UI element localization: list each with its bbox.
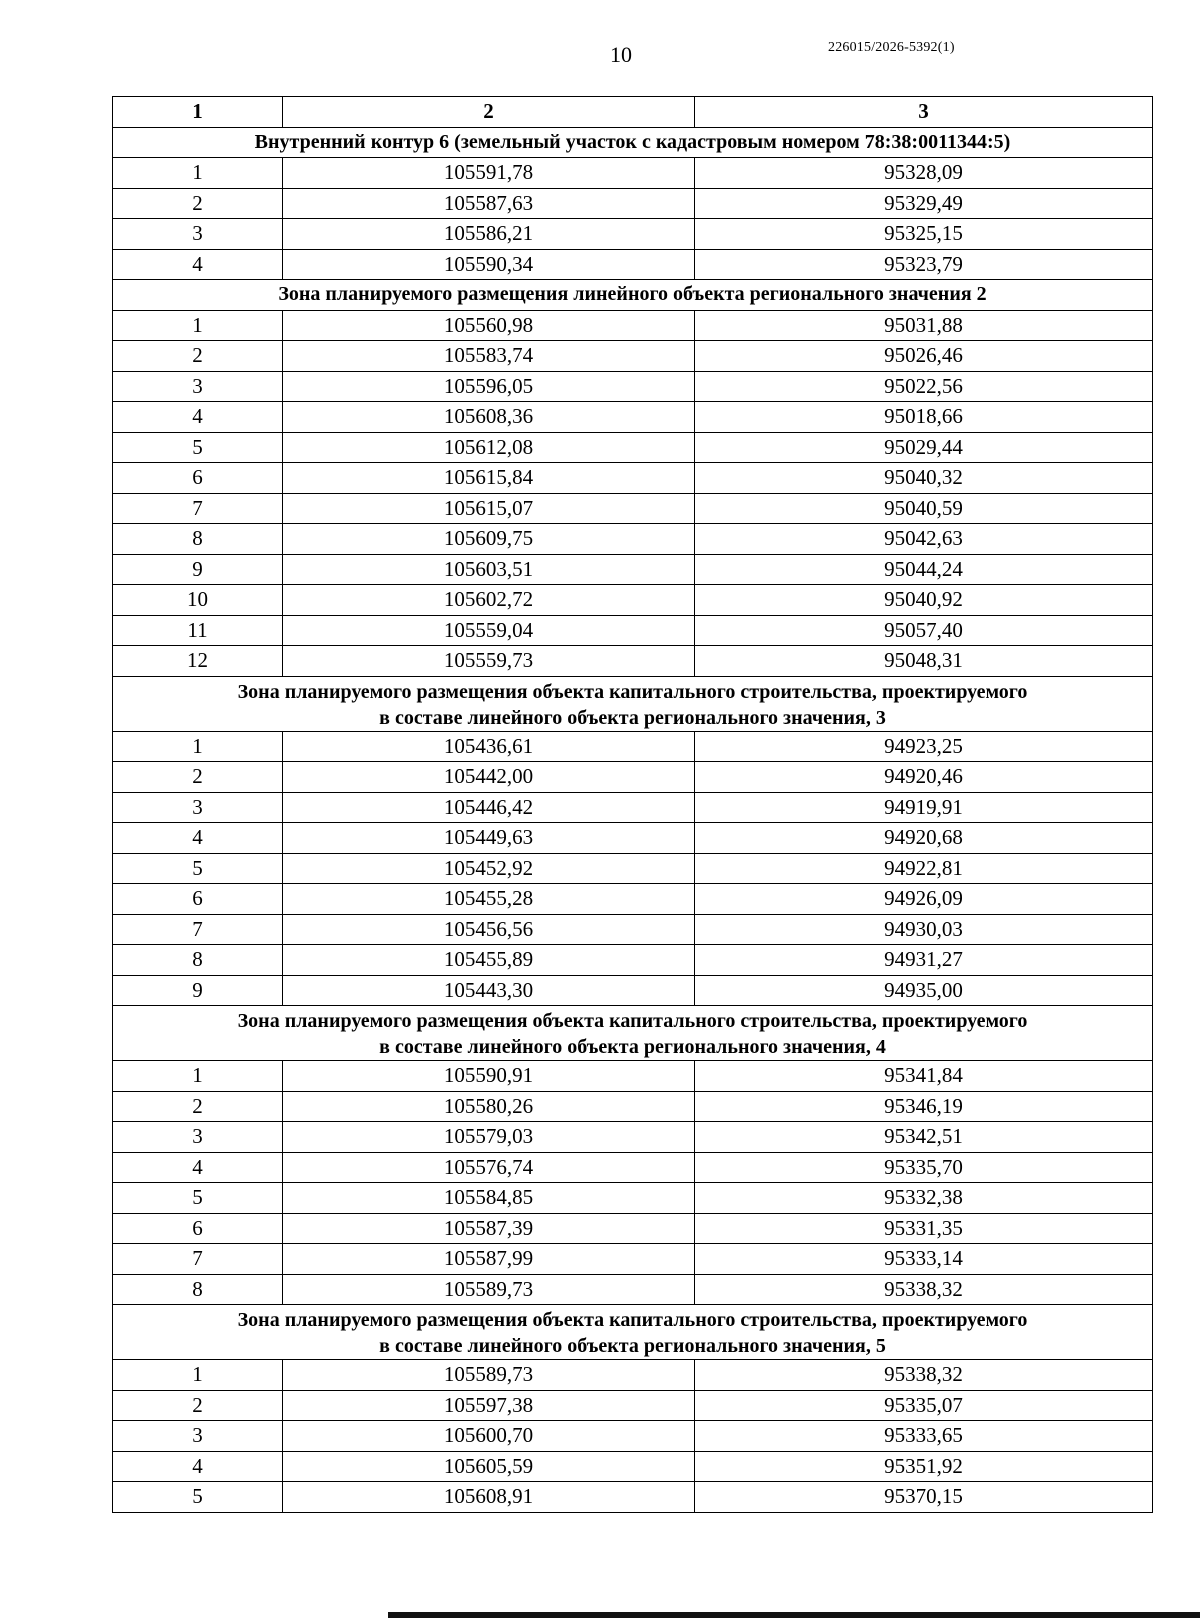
section-title-line: Зона планируемого размещения объекта капитального строительства, проектируемого [237, 1309, 1028, 1331]
scan-edge-bar [388, 1612, 1200, 1618]
y-coordinate-cell: 94923,25 [695, 731, 1153, 762]
y-coordinate-cell: 94920,46 [695, 762, 1153, 793]
point-number-cell: 7 [113, 493, 283, 524]
table-row [113, 524, 1153, 555]
y-coordinate-cell: 95057,40 [695, 615, 1153, 646]
x-coordinate-cell: 105559,73 [283, 646, 695, 677]
y-coordinate-cell: 95026,46 [695, 341, 1153, 372]
section-title-row [113, 1305, 1153, 1360]
x-coordinate-cell: 105583,74 [283, 341, 695, 372]
point-number-cell: 5 [113, 853, 283, 884]
y-coordinate-cell: 95040,92 [695, 585, 1153, 616]
point-number-cell: 12 [113, 646, 283, 677]
x-coordinate-cell: 105596,05 [283, 371, 695, 402]
section-title-line: Зона планируемого размещения объекта капитального строительства, проектируемого [237, 680, 1028, 703]
x-coordinate-cell: 105615,07 [283, 493, 695, 524]
table-row [113, 585, 1153, 616]
point-number-cell: 1 [113, 158, 283, 189]
point-number-cell: 7 [113, 1244, 283, 1275]
point-number-cell: 7 [113, 914, 283, 945]
point-number-cell: 3 [113, 371, 283, 402]
y-coordinate-cell: 95040,32 [695, 463, 1153, 494]
section-title-line: в составе линейного объекта регионального значения, 5 [379, 1335, 886, 1357]
y-coordinate-cell: 94926,09 [695, 884, 1153, 915]
x-coordinate-cell: 105449,63 [283, 823, 695, 854]
point-number-cell: 3 [113, 1122, 283, 1153]
x-coordinate-cell: 105615,84 [283, 463, 695, 494]
point-number-cell: 3 [113, 219, 283, 250]
y-coordinate-cell: 94930,03 [695, 914, 1153, 945]
table-row [113, 1152, 1153, 1183]
x-coordinate-cell: 105452,92 [283, 853, 695, 884]
x-coordinate-cell: 105587,99 [283, 1244, 695, 1275]
x-coordinate-cell: 105590,91 [283, 1061, 695, 1092]
point-number-cell: 8 [113, 945, 283, 976]
table-row [113, 341, 1153, 372]
y-coordinate-cell: 95325,15 [695, 219, 1153, 250]
y-coordinate-cell: 95331,35 [695, 1213, 1153, 1244]
section-title-line: в составе линейного объекта регионального значения, 3 [379, 706, 886, 729]
x-coordinate-cell: 105603,51 [283, 554, 695, 585]
section-title [113, 1006, 1153, 1061]
y-coordinate-cell: 95346,19 [695, 1091, 1153, 1122]
table-row [113, 1213, 1153, 1244]
x-coordinate-cell: 105579,03 [283, 1122, 695, 1153]
table-row [113, 945, 1153, 976]
section-title-line: в составе линейного объекта регионального значения, 4 [379, 1036, 886, 1058]
table-row [113, 792, 1153, 823]
table-row [113, 1360, 1153, 1391]
x-coordinate-cell: 105443,30 [283, 975, 695, 1006]
point-number-cell: 1 [113, 1360, 283, 1391]
x-coordinate-cell: 105455,89 [283, 945, 695, 976]
table-row [113, 884, 1153, 915]
table-row [113, 1061, 1153, 1092]
page-number: 10 [610, 42, 632, 67]
x-coordinate-cell: 105608,36 [283, 402, 695, 433]
y-coordinate-cell: 94922,81 [695, 853, 1153, 884]
table-row [113, 1244, 1153, 1275]
y-coordinate-cell: 95042,63 [695, 524, 1153, 555]
y-coordinate-cell: 95018,66 [695, 402, 1153, 433]
y-coordinate-cell: 95048,31 [695, 646, 1153, 677]
x-coordinate-cell: 105560,98 [283, 310, 695, 341]
x-coordinate-cell: 105584,85 [283, 1183, 695, 1214]
point-number-cell: 4 [113, 1451, 283, 1482]
point-number-cell: 2 [113, 341, 283, 372]
section-title [113, 676, 1153, 731]
point-number-cell: 6 [113, 1213, 283, 1244]
header-cell-1: 1 [113, 97, 283, 128]
x-coordinate-cell: 105605,59 [283, 1451, 695, 1482]
point-number-cell: 1 [113, 1061, 283, 1092]
y-coordinate-cell: 94919,91 [695, 792, 1153, 823]
y-coordinate-cell: 95328,09 [695, 158, 1153, 189]
point-number-cell: 4 [113, 823, 283, 854]
x-coordinate-cell: 105602,72 [283, 585, 695, 616]
point-number-cell: 8 [113, 1274, 283, 1305]
table-row [113, 731, 1153, 762]
x-coordinate-cell: 105446,42 [283, 792, 695, 823]
table-row [113, 432, 1153, 463]
table-row [113, 853, 1153, 884]
x-coordinate-cell: 105587,39 [283, 1213, 695, 1244]
section-title [113, 280, 1153, 311]
y-coordinate-cell: 95044,24 [695, 554, 1153, 585]
point-number-cell: 4 [113, 249, 283, 280]
table-row [113, 1274, 1153, 1305]
x-coordinate-cell: 105576,74 [283, 1152, 695, 1183]
section-title-row [113, 1006, 1153, 1061]
x-coordinate-cell: 105608,91 [283, 1482, 695, 1513]
table-row [113, 402, 1153, 433]
y-coordinate-cell: 95031,88 [695, 310, 1153, 341]
table-row [113, 1122, 1153, 1153]
table-row [113, 310, 1153, 341]
point-number-cell: 3 [113, 792, 283, 823]
table-row [113, 1183, 1153, 1214]
x-coordinate-cell: 105442,00 [283, 762, 695, 793]
y-coordinate-cell: 94931,27 [695, 945, 1153, 976]
point-number-cell: 2 [113, 762, 283, 793]
x-coordinate-cell: 105591,78 [283, 158, 695, 189]
section-title-row [113, 676, 1153, 731]
y-coordinate-cell: 95332,38 [695, 1183, 1153, 1214]
point-number-cell: 1 [113, 731, 283, 762]
table-row [113, 975, 1153, 1006]
table-row [113, 1390, 1153, 1421]
table-row [113, 249, 1153, 280]
x-coordinate-cell: 105586,21 [283, 219, 695, 250]
table-row [113, 371, 1153, 402]
point-number-cell: 5 [113, 432, 283, 463]
x-coordinate-cell: 105455,28 [283, 884, 695, 915]
point-number-cell: 5 [113, 1482, 283, 1513]
y-coordinate-cell: 95333,14 [695, 1244, 1153, 1275]
section-title-row [113, 280, 1153, 311]
point-number-cell: 6 [113, 884, 283, 915]
y-coordinate-cell: 95351,92 [695, 1451, 1153, 1482]
table-row [113, 188, 1153, 219]
point-number-cell: 11 [113, 615, 283, 646]
point-number-cell: 2 [113, 1390, 283, 1421]
x-coordinate-cell: 105580,26 [283, 1091, 695, 1122]
y-coordinate-cell: 94920,68 [695, 823, 1153, 854]
point-number-cell: 6 [113, 463, 283, 494]
x-coordinate-cell: 105587,63 [283, 188, 695, 219]
coordinates-table-body [113, 97, 1153, 1513]
point-number-cell: 10 [113, 585, 283, 616]
document-number: 226015/2026-5392(1) [828, 40, 955, 55]
section-title-line: Внутренний контур 6 (земельный участок с кадастровым номером 78:38:0011344:5) [254, 130, 1011, 153]
x-coordinate-cell: 105597,38 [283, 1390, 695, 1421]
table-row [113, 762, 1153, 793]
table-row [113, 823, 1153, 854]
y-coordinate-cell: 95338,32 [695, 1360, 1153, 1391]
table-row [113, 463, 1153, 494]
header-cell-3: 3 [695, 97, 1153, 128]
y-coordinate-cell: 95341,84 [695, 1061, 1153, 1092]
point-number-cell: 1 [113, 310, 283, 341]
point-number-cell: 5 [113, 1183, 283, 1214]
table-row [113, 1091, 1153, 1122]
table-row [113, 914, 1153, 945]
y-coordinate-cell: 95335,07 [695, 1390, 1153, 1421]
point-number-cell: 9 [113, 975, 283, 1006]
y-coordinate-cell: 95342,51 [695, 1122, 1153, 1153]
table-row [113, 158, 1153, 189]
point-number-cell: 4 [113, 402, 283, 433]
section-title [113, 127, 1153, 158]
section-title-row [113, 127, 1153, 158]
point-number-cell: 9 [113, 554, 283, 585]
section-title-line: Зона планируемого размещения объекта капитального строительства, проектируемого [237, 1010, 1028, 1032]
y-coordinate-cell: 94935,00 [695, 975, 1153, 1006]
x-coordinate-cell: 105589,73 [283, 1360, 695, 1391]
x-coordinate-cell: 105612,08 [283, 432, 695, 463]
table-row [113, 1421, 1153, 1452]
table-row [113, 219, 1153, 250]
table-row [113, 1482, 1153, 1513]
point-number-cell: 8 [113, 524, 283, 555]
y-coordinate-cell: 95029,44 [695, 432, 1153, 463]
header-cell-2: 2 [283, 97, 695, 128]
y-coordinate-cell: 95338,32 [695, 1274, 1153, 1305]
coordinates-table [112, 96, 1153, 1513]
coordinates-table-container [112, 96, 1152, 1513]
y-coordinate-cell: 95022,56 [695, 371, 1153, 402]
x-coordinate-cell: 105436,61 [283, 731, 695, 762]
y-coordinate-cell: 95329,49 [695, 188, 1153, 219]
table-header-row [113, 97, 1153, 128]
y-coordinate-cell: 95333,65 [695, 1421, 1153, 1452]
point-number-cell: 2 [113, 1091, 283, 1122]
table-row [113, 646, 1153, 677]
table-row [113, 493, 1153, 524]
table-row [113, 1451, 1153, 1482]
x-coordinate-cell: 105590,34 [283, 249, 695, 280]
point-number-cell: 3 [113, 1421, 283, 1452]
section-title-line: Зона планируемого размещения линейного объекта регионального значения 2 [278, 283, 987, 305]
table-row [113, 554, 1153, 585]
y-coordinate-cell: 95040,59 [695, 493, 1153, 524]
x-coordinate-cell: 105559,04 [283, 615, 695, 646]
table-row [113, 615, 1153, 646]
x-coordinate-cell: 105609,75 [283, 524, 695, 555]
section-title [113, 1305, 1153, 1360]
x-coordinate-cell: 105600,70 [283, 1421, 695, 1452]
y-coordinate-cell: 95323,79 [695, 249, 1153, 280]
x-coordinate-cell: 105589,73 [283, 1274, 695, 1305]
y-coordinate-cell: 95335,70 [695, 1152, 1153, 1183]
point-number-cell: 4 [113, 1152, 283, 1183]
point-number-cell: 2 [113, 188, 283, 219]
y-coordinate-cell: 95370,15 [695, 1482, 1153, 1513]
x-coordinate-cell: 105456,56 [283, 914, 695, 945]
